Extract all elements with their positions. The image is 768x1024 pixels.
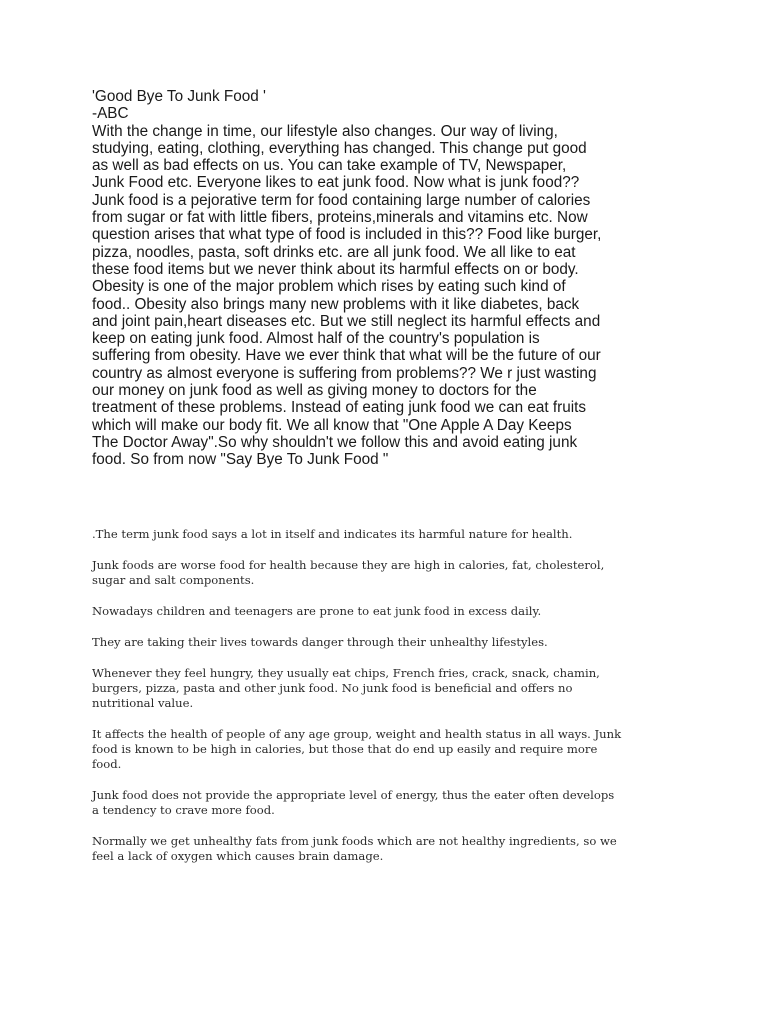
note-line: .The term junk food says a lot in itself and indicates its harmful nature for health. [92,527,573,541]
essay-block [92,88,692,469]
essay-line: The Doctor Away".So why shouldn't we follow this and avoid eating junk [92,433,578,451]
essay-line: question arises that what type of food is included in this?? Food like burger, [92,226,602,244]
note-line: food is known to be high in calories, but those that do end up easily and require more [92,742,598,756]
note-line: They are taking their lives towards danger through their unhealthy lifestyles. [92,635,548,649]
note-line: Normally we get unhealthy fats from junk foods which are not healthy ingredients, so we [92,834,617,848]
essay-author: -ABC [92,105,129,123]
essay-line: food. So from now "Say Bye To Junk Food " [92,451,389,469]
note-paragraph [92,834,692,864]
essay-line: keep on eating junk food. Almost half of the country's population is [92,330,540,348]
note-line: a tendency to crave more food. [92,803,275,817]
note-line: Junk foods are worse food for health because they are high in calories, fat, cholesterol, [92,558,605,572]
essay-line: studying, eating, clothing, everything has changed. This change put good [92,139,587,157]
essay-line: pizza, noodles, pasta, soft drinks etc. are all junk food. We all like to eat [92,243,576,261]
essay-line: as well as bad effects on us. You can take example of TV, Newspaper, [92,157,567,175]
note-line: Nowadays children and teenagers are prone to eat junk food in excess daily. [92,604,542,618]
note-line: food. [92,757,122,771]
essay-line: from sugar or fat with little fibers, proteins,minerals and vitamins etc. Now [92,209,588,227]
notes-block [92,527,692,880]
essay-line: and joint pain,heart diseases etc. But we still neglect its harmful effects and [92,312,601,330]
note-paragraph [92,666,692,711]
note-line: feel a lack of oxygen which causes brain damage. [92,849,384,863]
essay-line: food.. Obesity also brings many new problems with it like diabetes, back [92,295,580,313]
note-paragraph [92,788,692,818]
note-line: sugar and salt components. [92,573,255,587]
essay-line: suffering from obesity. Have we ever think that what will be the future of our [92,347,601,365]
essay-line: Junk Food etc. Everyone likes to eat junk food. Now what is junk food?? [92,174,580,192]
essay-line: treatment of these problems. Instead of eating junk food we can eat fruits [92,399,587,417]
note-line: It affects the health of people of any age group, weight and health status in all ways. Junk [92,727,622,741]
essay-line: these food items but we never think about its harmful effects on or body. [92,260,579,278]
essay-line: which will make our body fit. We all know that "One Apple A Day Keeps [92,416,572,434]
note-paragraph [92,635,692,650]
note-paragraph [92,727,692,772]
note-paragraph [92,527,692,542]
essay-line: Obesity is one of the major problem which rises by eating such kind of [92,278,566,296]
note-line: nutritional value. [92,696,194,710]
note-line: burgers, pizza, pasta and other junk food. No junk food is beneficial and offers no [92,681,573,695]
essay-line: our money on junk food as well as giving money to doctors for the [92,382,537,400]
essay-line: With the change in time, our lifestyle also changes. Our way of living, [92,122,558,140]
essay-line: country as almost everyone is suffering from problems?? We r just wasting [92,364,597,382]
note-paragraph [92,604,692,619]
note-line: Junk food does not provide the appropriate level of energy, thus the eater often develops [92,788,615,802]
note-line: Whenever they feel hungry, they usually eat chips, French fries, crack, snack, chamin, [92,666,600,680]
note-paragraph [92,558,692,588]
essay-line: Junk food is a pejorative term for food containing large number of calories [92,191,591,209]
essay-title: 'Good Bye To Junk Food ' [92,88,266,105]
